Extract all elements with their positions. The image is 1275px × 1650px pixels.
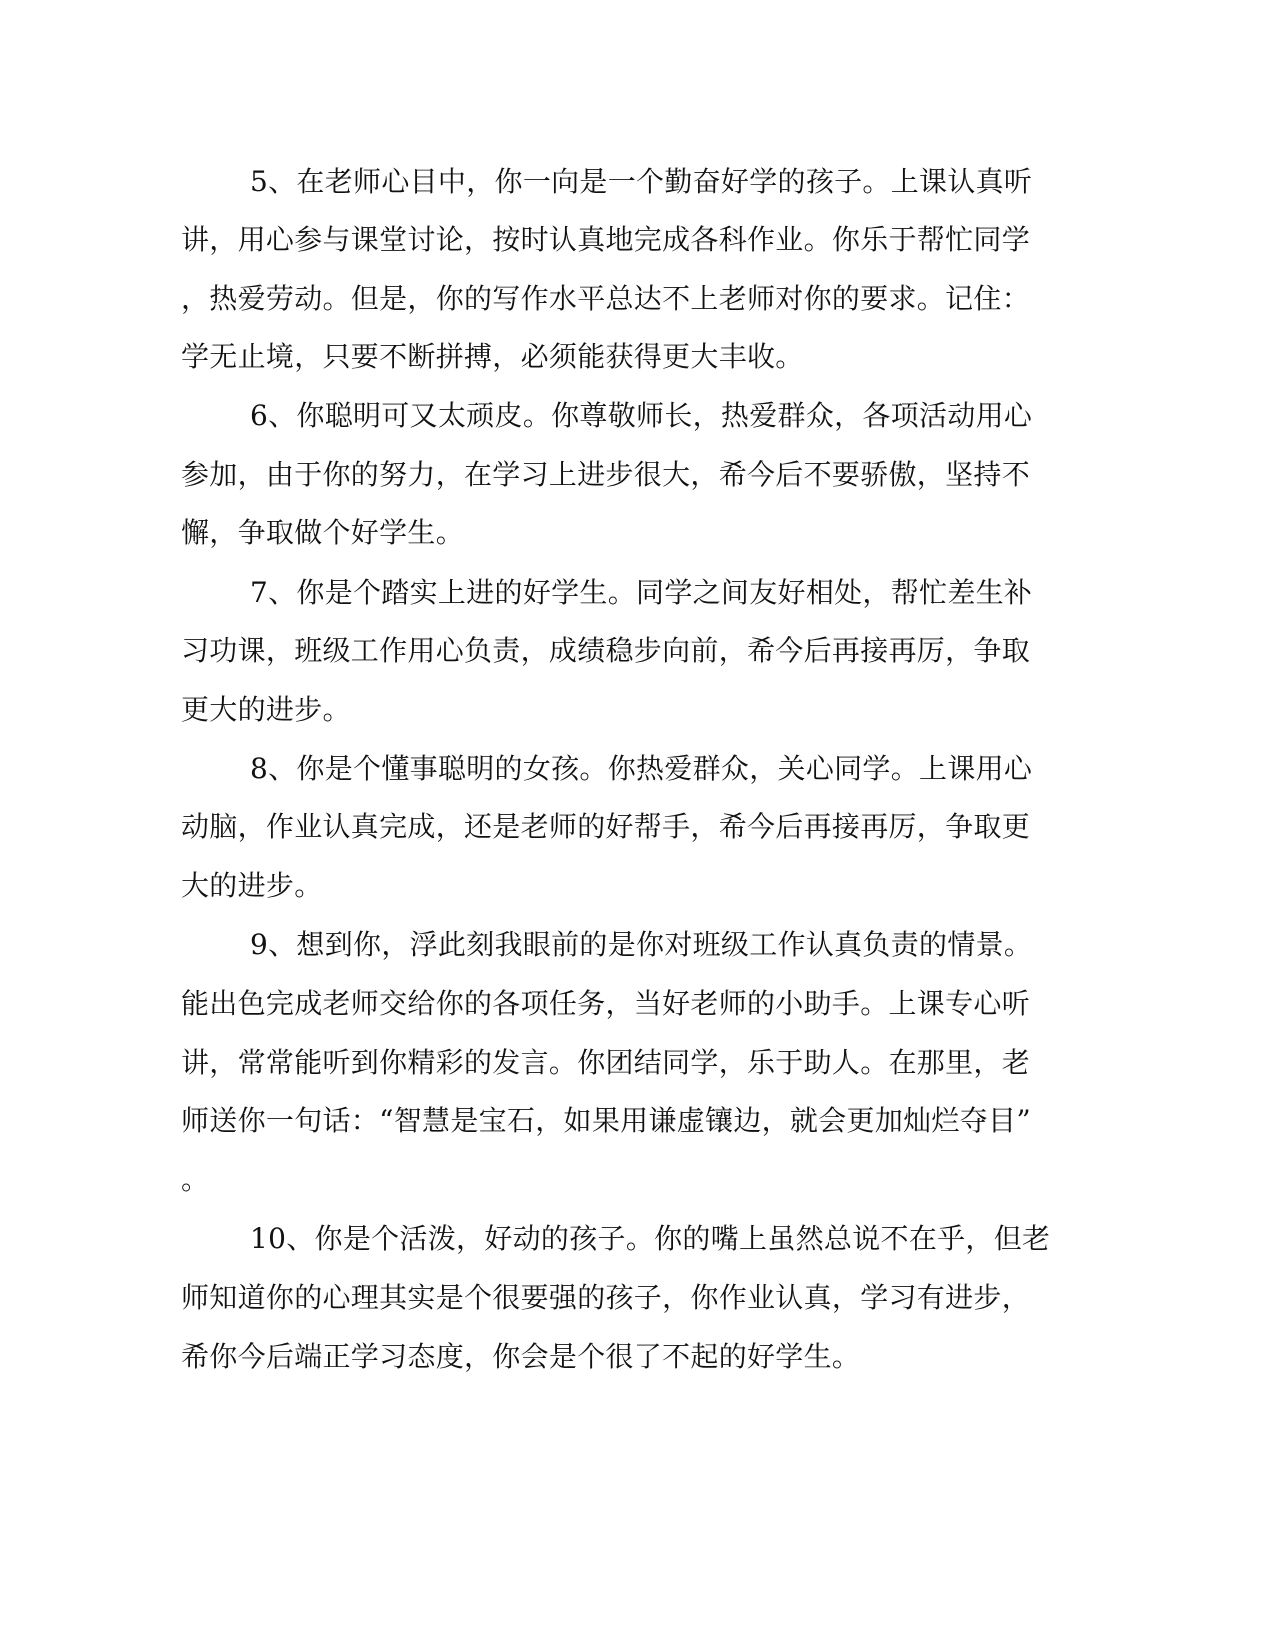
paragraph-9-line-4: 师送你一句话：“智慧是宝石，如果用谦虚镶边，就会更加灿烂夺目” (181, 1104, 1031, 1137)
paragraph-8-line-3: 大的进步。 (181, 869, 323, 902)
paragraph-8-line-1: 8、你是个懂事聪明的女孩。你热爱群众，关心同学。上课用心 (250, 752, 1033, 785)
paragraph-5-line-1: 5、在老师心目中，你一向是一个勤奋好学的孩子。上课认真听 (250, 165, 1033, 198)
paragraph-10-line-3: 希你今后端正学习态度，你会是个很了不起的好学生。 (181, 1340, 861, 1373)
paragraph-10-line-2: 师知道你的心理其实是个很要强的孩子，你作业认真，学习有进步， (181, 1281, 1031, 1314)
paragraph-5-line-2: 讲，用心参与课堂讨论，按时认真地完成各科作业。你乐于帮忙同学 (181, 223, 1031, 256)
paragraph-7-line-3: 更大的进步。 (181, 693, 351, 726)
paragraph-7-line-2: 习功课，班级工作用心负责，成绩稳步向前，希今后再接再厉，争取 (181, 634, 1031, 667)
paragraph-9-line-5: 。 (181, 1163, 210, 1196)
paragraph-5-line-4: 学无止境，只要不断拼搏，必须能获得更大丰收。 (181, 340, 804, 373)
paragraph-7-line-1: 7、你是个踏实上进的好学生。同学之间友好相处，帮忙差生补 (250, 576, 1033, 609)
paragraph-6-line-3: 懈，争取做个好学生。 (181, 516, 465, 549)
paragraph-8-line-2: 动脑，作业认真完成，还是老师的好帮手，希今后再接再厉，争取更 (181, 810, 1031, 843)
paragraph-6-line-1: 6、你聪明可又太顽皮。你尊敬师长，热爱群众，各项活动用心 (250, 399, 1033, 432)
paragraph-6-line-2: 参加，由于你的努力，在学习上进步很大，希今后不要骄傲，坚持不 (181, 458, 1031, 491)
paragraph-9-line-1: 9、想到你，浮此刻我眼前的是你对班级工作认真负责的情景。 (250, 928, 1033, 961)
paragraph-5-line-3: ，热爱劳动。但是，你的写作水平总达不上老师对你的要求。记住： (181, 282, 1031, 315)
paragraph-9-line-2: 能出色完成老师交给你的各项任务，当好老师的小助手。上课专心听 (181, 987, 1031, 1020)
paragraph-9-line-3: 讲，常常能听到你精彩的发言。你团结同学，乐于助人。在那里，老 (181, 1046, 1031, 1079)
paragraph-10-line-1: 10、你是个活泼，好动的孩子。你的嘴上虽然总说不在乎，但老 (250, 1222, 1051, 1255)
